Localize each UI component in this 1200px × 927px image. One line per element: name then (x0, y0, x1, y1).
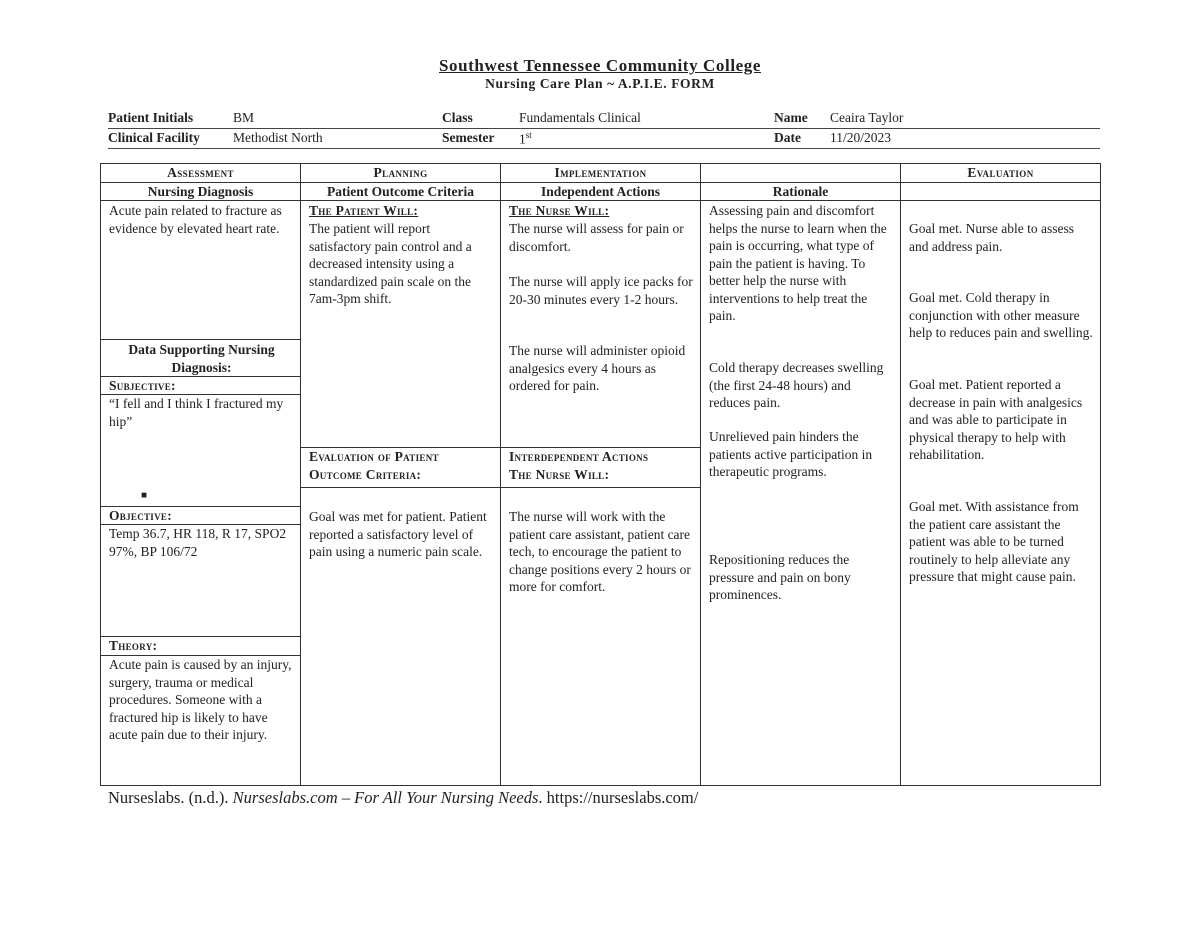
interdependent-heading: Interdependent Actions (509, 449, 649, 464)
rationale-3: Unrelieved pain hinders the patients active participation in therapeutic programs. (709, 429, 873, 479)
content-row (101, 201, 1101, 786)
bullet-marker: ■ (141, 490, 148, 501)
evaluation-outcome-text: Goal was met for patient. Patient reported a satisfactory level of pain using a numeric pain scale. (309, 509, 487, 559)
citation-author: Nurseslabs. (n.d.). (108, 788, 233, 807)
patient-initials-label: Patient Initials (108, 110, 194, 125)
rationale-cell (701, 201, 901, 786)
form-title: Nursing Care Plan ~ A.P.I.E. FORM (485, 76, 715, 91)
rationale-4: Repositioning reduces the pressure and pain on bony prominences. (709, 552, 851, 602)
interdependent-nurse-will: The Nurse Will: (509, 467, 610, 482)
objective-label: Objective: (109, 508, 173, 523)
rationale-2: Cold therapy decreases swelling (the first 24-48 hours) and reduces pain. (709, 360, 884, 410)
theory-text: Acute pain is caused by an injury, surgery, trauma or medical procedures. Someone with a fractured hip is likely to have acute pain due to their injury. (109, 657, 292, 742)
subheader-evaluation (901, 182, 1101, 201)
header-implementation: Implementation (501, 164, 701, 183)
header-evaluation: Evaluation (901, 164, 1101, 183)
name-value: Ceaira Taylor (830, 110, 904, 125)
patient-outcome-text: The patient will report satisfactory pain control and a decreased intensity using a standardized pain scale on the 7am-3pm shift. (309, 221, 472, 306)
subjective-text: “I fell and I think I fractured my hip” (109, 396, 284, 429)
divider (301, 487, 500, 488)
info-row-1 (108, 109, 1100, 129)
facility-label: Clinical Facility (108, 130, 200, 145)
subheader-rationale: Rationale (701, 182, 901, 201)
data-supporting-heading: Data Supporting Nursing Diagnosis: (128, 342, 275, 375)
semester-suffix: st (525, 130, 532, 140)
rationale-1: Assessing pain and discomfort helps the nurse to learn when the pain is occurring, what type of pain the patient is having. To better help the nurse with interventions to help treat the pain. (709, 203, 887, 323)
semester-label: Semester (442, 130, 495, 145)
evaluation-1: Goal met. Nurse able to assess and address pain. (909, 221, 1074, 254)
divider (101, 339, 300, 340)
independent-action-2: The nurse will apply ice packs for 20-30 minutes every 1-2 hours. (509, 274, 693, 307)
subheader-row (101, 182, 1101, 201)
evaluation-cell (901, 201, 1101, 786)
evaluation-4: Goal met. With assistance from the patient care assistant the patient was able to be turned routinely to help alleviate any pressure that might cause pain. (909, 499, 1079, 584)
school-title: Southwest Tennessee Community College (438, 56, 762, 75)
evaluation-outcome-heading: Evaluation of Patient Outcome Criteria: (309, 449, 439, 482)
name-label: Name (774, 110, 808, 125)
subheader-nursing-diagnosis: Nursing Diagnosis (101, 182, 301, 201)
patient-initials-value: BM (233, 110, 255, 125)
nurse-will-heading: The Nurse Will: (509, 203, 610, 218)
class-label: Class (442, 110, 473, 125)
nursing-diagnosis-text: Acute pain related to fracture as evidence by elevated heart rate. (109, 203, 282, 236)
header-planning: Planning (301, 164, 501, 183)
date-label: Date (774, 130, 801, 145)
header-row (101, 164, 1101, 183)
header-assessment: Assessment (101, 164, 301, 183)
care-plan-table (100, 163, 1101, 786)
assessment-cell (101, 201, 301, 786)
divider (501, 487, 700, 488)
patient-will-heading: The Patient Will: (309, 203, 419, 218)
implementation-cell (501, 201, 701, 786)
subheader-outcome-criteria: Patient Outcome Criteria (301, 182, 501, 201)
citation-title: Nurseslabs.com – For All Your Nursing Needs (232, 788, 539, 807)
evaluation-2: Goal met. Cold therapy in conjunction with other measure help to reduces pain and swelling. (909, 290, 1093, 340)
citation (108, 788, 698, 808)
independent-action-3: The nurse will administer opioid analgesics every 4 hours as ordered for pain. (509, 343, 686, 393)
interdependent-action-text: The nurse will work with the patient care assistant, patient care tech, to encourage the patient to change positions every 2 hours or more for comfort. (509, 509, 691, 594)
semester-value (519, 130, 532, 148)
patient-info (108, 109, 1100, 149)
evaluation-3: Goal met. Patient reported a decrease in pain with analgesics and was able to participate in physical therapy to help with rehabilitation. (909, 377, 1083, 462)
semester-number: 1 (519, 131, 526, 147)
theory-label: Theory: (109, 638, 158, 653)
subjective-label: Subjective: (109, 378, 176, 393)
date-value: 11/20/2023 (830, 130, 892, 145)
subheader-independent-actions: Independent Actions (501, 182, 701, 201)
objective-text: Temp 36.7, HR 118, R 17, SPO2 97%, BP 106/72 (109, 526, 287, 559)
citation-url: . https://nurseslabs.com/ (538, 788, 699, 807)
info-row-2 (108, 129, 1100, 149)
header-blank (701, 164, 901, 183)
class-value: Fundamentals Clinical (519, 110, 641, 125)
facility-value: Methodist North (233, 130, 323, 145)
planning-cell (301, 201, 501, 786)
independent-action-1: The nurse will assess for pain or discomfort. (509, 221, 684, 254)
